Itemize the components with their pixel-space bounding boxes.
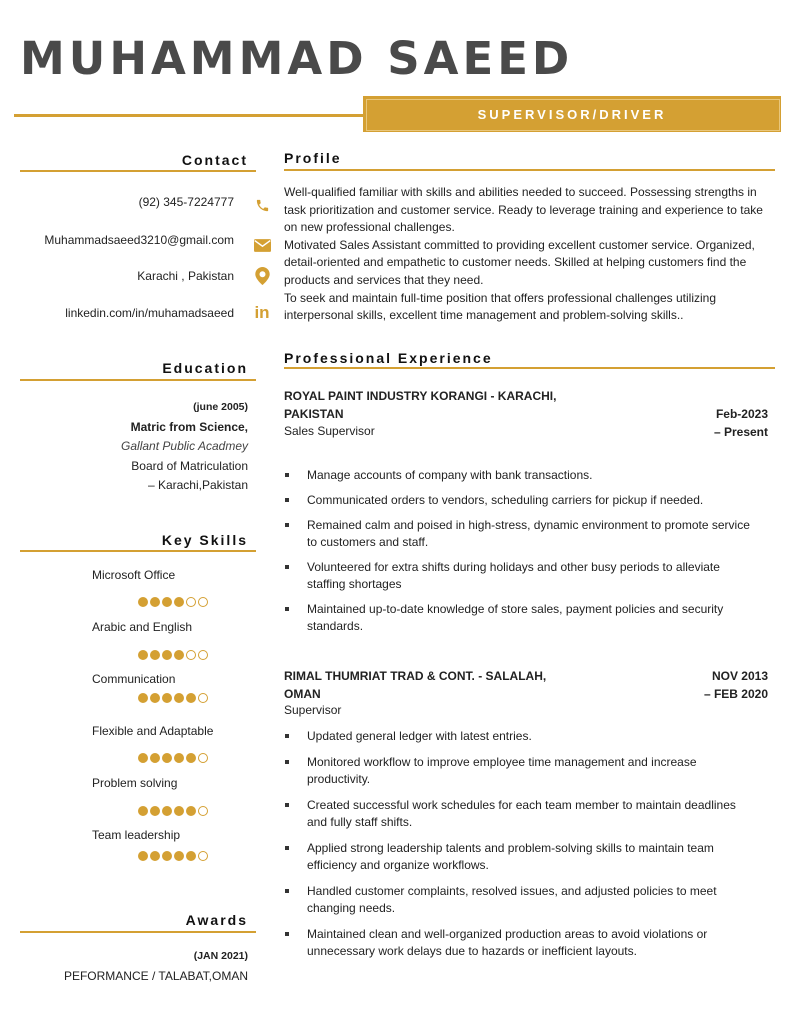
location-text: Karachi , Pakistan xyxy=(137,269,234,283)
rating-dot-filled xyxy=(162,597,172,607)
job-company-line: PAKISTAN xyxy=(284,407,344,421)
rating-dot-filled xyxy=(138,650,148,660)
profile-paragraph: Motivated Sales Assistant committed to providing excellent customer service. Organized, detail-oriented and empathetic to customer needs. Skilled at helping customers find the products and services that they need. xyxy=(284,237,755,287)
award-entry xyxy=(64,946,248,986)
rating-dot-filled xyxy=(174,851,184,861)
skill-label: Team leadership xyxy=(92,828,181,842)
job-title-banner-frame xyxy=(366,99,780,131)
education-degree: Matric from Science, xyxy=(130,419,248,434)
education-school: Gallant Public Acadmey xyxy=(121,439,248,453)
rating-dot-empty xyxy=(198,650,208,660)
rating-dot-filled xyxy=(162,753,172,763)
contact-heading: Contact xyxy=(181,152,248,168)
rating-dot-filled xyxy=(150,693,160,703)
list-item: Manage accounts of company with bank transactions. xyxy=(284,467,754,484)
skill-label: Communication xyxy=(92,672,176,686)
rating-dot-filled xyxy=(150,806,160,816)
profile-paragraph: Well-qualified familiar with skills and abilities needed to succeed. Possessing strengths in task prioritization and customer service. Ready to leverage training and experience to take on new professional challenges. xyxy=(284,185,763,235)
skill-rating xyxy=(138,753,208,763)
job-date-start: NOV 2013 xyxy=(711,669,768,683)
phone-number: (92) 345-7224777 xyxy=(138,195,234,209)
rating-dot-empty xyxy=(198,806,208,816)
profile-rule xyxy=(284,169,775,171)
linkedin-url[interactable]: linkedin.com/in/muhamadsaeed xyxy=(65,306,234,320)
rating-dot-empty xyxy=(186,650,196,660)
rating-dot-filled xyxy=(186,851,196,861)
rating-dot-empty xyxy=(198,597,208,607)
rating-dot-filled xyxy=(162,851,172,861)
skill-rating xyxy=(138,650,208,660)
awards-heading: Awards xyxy=(185,912,248,928)
skills-heading: Key Skills xyxy=(161,532,248,548)
rating-dot-empty xyxy=(186,597,196,607)
job-company xyxy=(284,667,584,703)
list-item: Communicated orders to vendors, scheduling carriers for pickup if needed. xyxy=(284,492,754,509)
education-rule xyxy=(20,379,256,381)
envelope-icon xyxy=(253,236,271,254)
award-date: (JAN 2021) xyxy=(193,950,248,962)
education-date: (june 2005) xyxy=(193,401,248,413)
job-company xyxy=(284,387,584,423)
skill-label: Arabic and English xyxy=(92,620,193,634)
skill-label: Problem solving xyxy=(92,776,178,790)
skill-rating xyxy=(138,851,208,861)
list-item: Maintained clean and well-organized production areas to avoid violations or unnecessary work delays due to hazards or inefficient layouts. xyxy=(284,926,754,960)
rating-dot-empty xyxy=(198,753,208,763)
rating-dot-filled xyxy=(150,597,160,607)
skill-rating xyxy=(138,597,208,607)
rating-dot-empty xyxy=(198,693,208,703)
job-company-line: ROYAL PAINT INDUSTRY KORANGI - KARACHI, xyxy=(284,389,557,403)
rating-dot-filled xyxy=(162,693,172,703)
list-item: Volunteered for extra shifts during holidays and other busy periods to alleviate staffing shortages xyxy=(284,559,754,593)
skill-label: Flexible and Adaptable xyxy=(92,724,214,738)
experience-heading: Professional Experience xyxy=(284,350,493,366)
job-date-end: – FEB 2020 xyxy=(703,687,768,701)
rating-dot-filled xyxy=(138,693,148,703)
list-item: Created successful work schedules for each team member to maintain deadlines and fully staff shifts. xyxy=(284,797,754,831)
rating-dot-filled xyxy=(186,753,196,763)
awards-rule xyxy=(20,931,256,933)
location-pin-icon xyxy=(253,267,271,285)
contact-rule xyxy=(20,170,256,172)
education-heading: Education xyxy=(162,360,248,376)
list-item: Handled customer complaints, resolved issues, and adjusted policies to meet changing needs. xyxy=(284,883,754,917)
job-bullets xyxy=(284,728,754,960)
award-text: PEFORMANCE / TALABAT,OMAN xyxy=(63,969,248,983)
rating-dot-filled xyxy=(186,693,196,703)
job-role: Sales Supervisor xyxy=(284,424,375,438)
rating-dot-filled xyxy=(162,806,172,816)
profile-paragraph: To seek and maintain full-time position that offers professional challenges utilizing interpersonal skills, excellent time management and problem-solving skills.. xyxy=(284,290,717,323)
rating-dot-filled xyxy=(174,597,184,607)
job-role: Supervisor xyxy=(284,703,342,717)
skill-label: Microsoft Office xyxy=(92,568,176,582)
skill-rating xyxy=(138,693,208,703)
education-place: – Karachi,Pakistan xyxy=(147,478,248,492)
candidate-name: MUHAMMAD SAEED xyxy=(20,32,574,85)
education-board: Board of Matriculation xyxy=(131,458,248,473)
linkedin-icon: in xyxy=(254,303,270,322)
list-item: Monitored workflow to improve employee time management and increase productivity. xyxy=(284,754,754,788)
skills-rule xyxy=(20,550,256,552)
rating-dot-filled xyxy=(150,851,160,861)
rating-dot-filled xyxy=(138,597,148,607)
phone-icon xyxy=(253,196,271,214)
job-date-start: Feb-2023 xyxy=(715,407,768,421)
rating-dot-filled xyxy=(138,806,148,816)
experience-rule xyxy=(284,367,775,369)
rating-dot-filled xyxy=(150,650,160,660)
rating-dot-filled xyxy=(162,650,172,660)
skill-rating xyxy=(138,806,208,816)
email-address[interactable]: Muhammadsaeed3210@gmail.com xyxy=(44,233,234,247)
list-item: Applied strong leadership talents and problem-solving skills to maintain team efficiency and organize workflows. xyxy=(284,840,754,874)
job-dates xyxy=(704,667,768,703)
job-bullets xyxy=(284,467,754,635)
education-entry xyxy=(121,398,248,496)
rating-dot-filled xyxy=(174,693,184,703)
job-company-line: RIMAL THUMRIAT TRAD & CONT. - SALALAH, xyxy=(284,669,547,683)
list-item: Remained calm and poised in high-stress, dynamic environment to promote service to customers and staff. xyxy=(284,517,754,551)
title-divider-line xyxy=(14,114,366,117)
rating-dot-filled xyxy=(138,753,148,763)
rating-dot-filled xyxy=(138,851,148,861)
job-date-end: – Present xyxy=(713,425,768,439)
job-title: SUPERVISOR/DRIVER xyxy=(477,106,667,122)
list-item: Updated general ledger with latest entries. xyxy=(284,728,754,745)
job-dates xyxy=(714,405,768,441)
profile-heading: Profile xyxy=(284,150,342,166)
job-company-line: OMAN xyxy=(284,687,321,701)
list-item: Maintained up-to-date knowledge of store sales, payment policies and security standards. xyxy=(284,601,754,635)
profile-summary xyxy=(284,184,776,325)
rating-dot-filled xyxy=(174,650,184,660)
rating-dot-filled xyxy=(174,806,184,816)
rating-dot-filled xyxy=(174,753,184,763)
rating-dot-filled xyxy=(186,806,196,816)
rating-dot-filled xyxy=(150,753,160,763)
rating-dot-empty xyxy=(198,851,208,861)
